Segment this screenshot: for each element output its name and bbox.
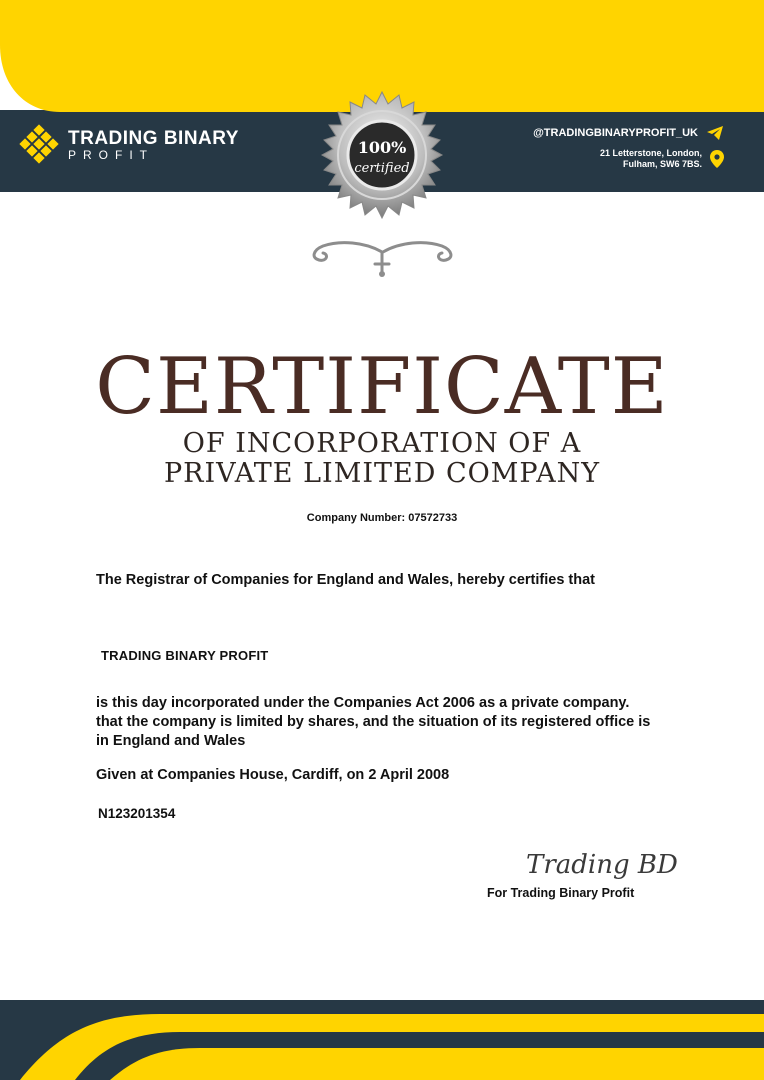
social-handle-row[interactable] bbox=[533, 126, 724, 140]
address-line-1: 21 Letterstone, London, bbox=[599, 148, 702, 158]
signature-label: For Trading Binary Profit bbox=[487, 886, 635, 900]
telegram-icon bbox=[706, 126, 724, 140]
location-pin-icon bbox=[710, 150, 724, 168]
registrar-statement: The Registrar of Companies for England and Wales, hereby certifies that bbox=[96, 572, 596, 588]
company-name: TRADING BINARY PROFIT bbox=[101, 648, 269, 663]
seal-badge-icon bbox=[312, 90, 452, 230]
address-row bbox=[533, 148, 724, 170]
given-at-statement: Given at Companies House, Cardiff, on 2 April 2008 bbox=[96, 767, 450, 783]
seal-line-1: 100% bbox=[357, 138, 407, 157]
reference-number: N123201354 bbox=[98, 806, 176, 821]
content-card bbox=[0, 192, 764, 1080]
ornament-swirl bbox=[305, 238, 460, 285]
flourish-icon bbox=[305, 238, 460, 280]
seal-line-2: certified bbox=[354, 161, 410, 176]
social-handle[interactable]: @TRADINGBINARYPROFIT_UK bbox=[533, 127, 698, 139]
address-line-2: Fulham, SW6 7BS. bbox=[622, 159, 702, 169]
company-number: Company Number: 07572733 bbox=[306, 512, 458, 524]
contact-info bbox=[533, 126, 724, 170]
footer-yellow-stripe-2 bbox=[110, 1048, 764, 1080]
incorporation-statement: is this day incorporated under the Companies Act 2006 as a private company. that the company is limited by shares, and the situation of its registered office is in England and Wales bbox=[96, 695, 651, 749]
certificate-subtitle-1: OF INCORPORATION OF A bbox=[182, 428, 582, 459]
certificate-subtitle-2: PRIVATE LIMITED COMPANY bbox=[163, 458, 601, 489]
certificate-title: CERTIFICATE bbox=[95, 342, 669, 432]
brand bbox=[18, 124, 239, 166]
brand-name: TRADING BINARY bbox=[68, 128, 239, 149]
diamond-logo-icon bbox=[18, 124, 60, 166]
certified-seal bbox=[312, 90, 452, 235]
brand-subname: PROFIT bbox=[68, 148, 154, 162]
signature: Trading BD bbox=[526, 850, 678, 880]
